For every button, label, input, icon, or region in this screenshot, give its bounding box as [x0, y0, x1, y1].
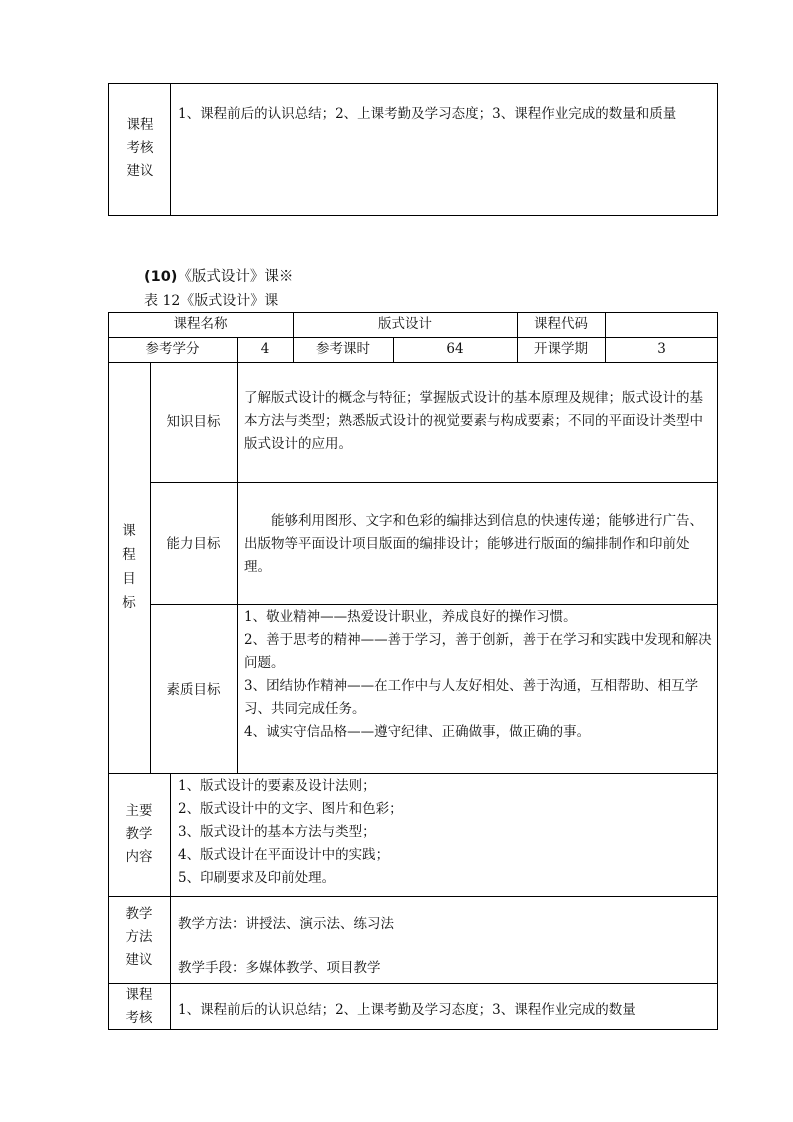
- credit-value: 4: [260, 341, 270, 357]
- teaching-means-text: 教学手段：多媒体教学、项目教学: [178, 960, 381, 976]
- assessment-label: 课程 考核: [125, 987, 153, 1026]
- table-caption: 表 12《版式设计》课: [144, 293, 279, 309]
- top-assessment-content: 1、课程前后的认识总结；2、上课考勤及学习态度；3、课程作业完成的数量和质量: [178, 106, 677, 122]
- section-heading: [144, 266, 293, 288]
- list-item: 3、版式设计的基本方法与类型；: [178, 824, 376, 840]
- teaching-content-list: [178, 775, 713, 890]
- hours-value: 64: [446, 341, 464, 357]
- ability-goal-text: 能够利用图形、文字和色彩的编排达到信息的快速传递；能够进行广告、出版物等平面设计项目版面的编排设计；能够进行版面的编排制作和印前处理。: [244, 513, 703, 575]
- teaching-content-label: 主要 教学 内容: [125, 803, 153, 865]
- hours-label: 参考课时: [316, 341, 370, 357]
- quality-goal-list: [244, 606, 714, 744]
- course-code-label: 课程代码: [534, 316, 588, 332]
- list-item: 4、版式设计在平面设计中的实践；: [178, 847, 390, 863]
- quality-goal-label: 素质目标: [166, 682, 221, 698]
- ability-goal-label: 能力目标: [166, 536, 221, 552]
- term-label: 开课学期: [534, 341, 588, 357]
- section-title: 《版式设计》课※: [177, 269, 294, 285]
- teaching-method-label: 教学 方法 建议: [125, 906, 153, 968]
- course-name-label: 课程名称: [173, 316, 228, 332]
- teaching-method-text: 教学方法：讲授法、演示法、练习法: [178, 916, 394, 932]
- list-item: 3、团结协作精神——在工作中与人友好相处、善于沟通，互相帮助、相互学习、共同完成任务。: [244, 678, 699, 717]
- knowledge-goal-text: 了解版式设计的概念与特征；掌握版式设计的基本原理及规律；版式设计的基本方法与类型；熟悉版式设计的视觉要素与构成要素；不同的平面设计类型中版式设计的应用。: [244, 390, 703, 452]
- list-item: 5、印刷要求及印前处理。: [178, 870, 336, 886]
- list-item: 4、诚实守信品格——遵守纪律、正确做事，做正确的事。: [244, 724, 591, 740]
- term-value: 3: [657, 341, 666, 357]
- list-item: 1、版式设计的要素及设计法则；: [178, 778, 376, 794]
- list-item: 2、版式设计中的文字、图片和色彩；: [178, 801, 403, 817]
- section-number: (10): [144, 269, 178, 285]
- credit-label: 参考学分: [145, 341, 200, 357]
- course-goals-label: 课 程 目 标: [122, 523, 136, 611]
- list-item: 2、善于思考的精神——善于学习，善于创新，善于在学习和实践中发现和解决问题。: [244, 632, 712, 671]
- top-assessment-label: 课程 考核 建议: [126, 117, 154, 179]
- knowledge-goal-label: 知识目标: [166, 414, 221, 430]
- course-name-value: 版式设计: [378, 316, 432, 332]
- assessment-text: 1、课程前后的认识总结；2、上课考勤及学习态度；3、课程作业完成的数量: [178, 1002, 636, 1018]
- list-item: 1、敬业精神——热爱设计职业，养成良好的操作习惯。: [244, 609, 577, 625]
